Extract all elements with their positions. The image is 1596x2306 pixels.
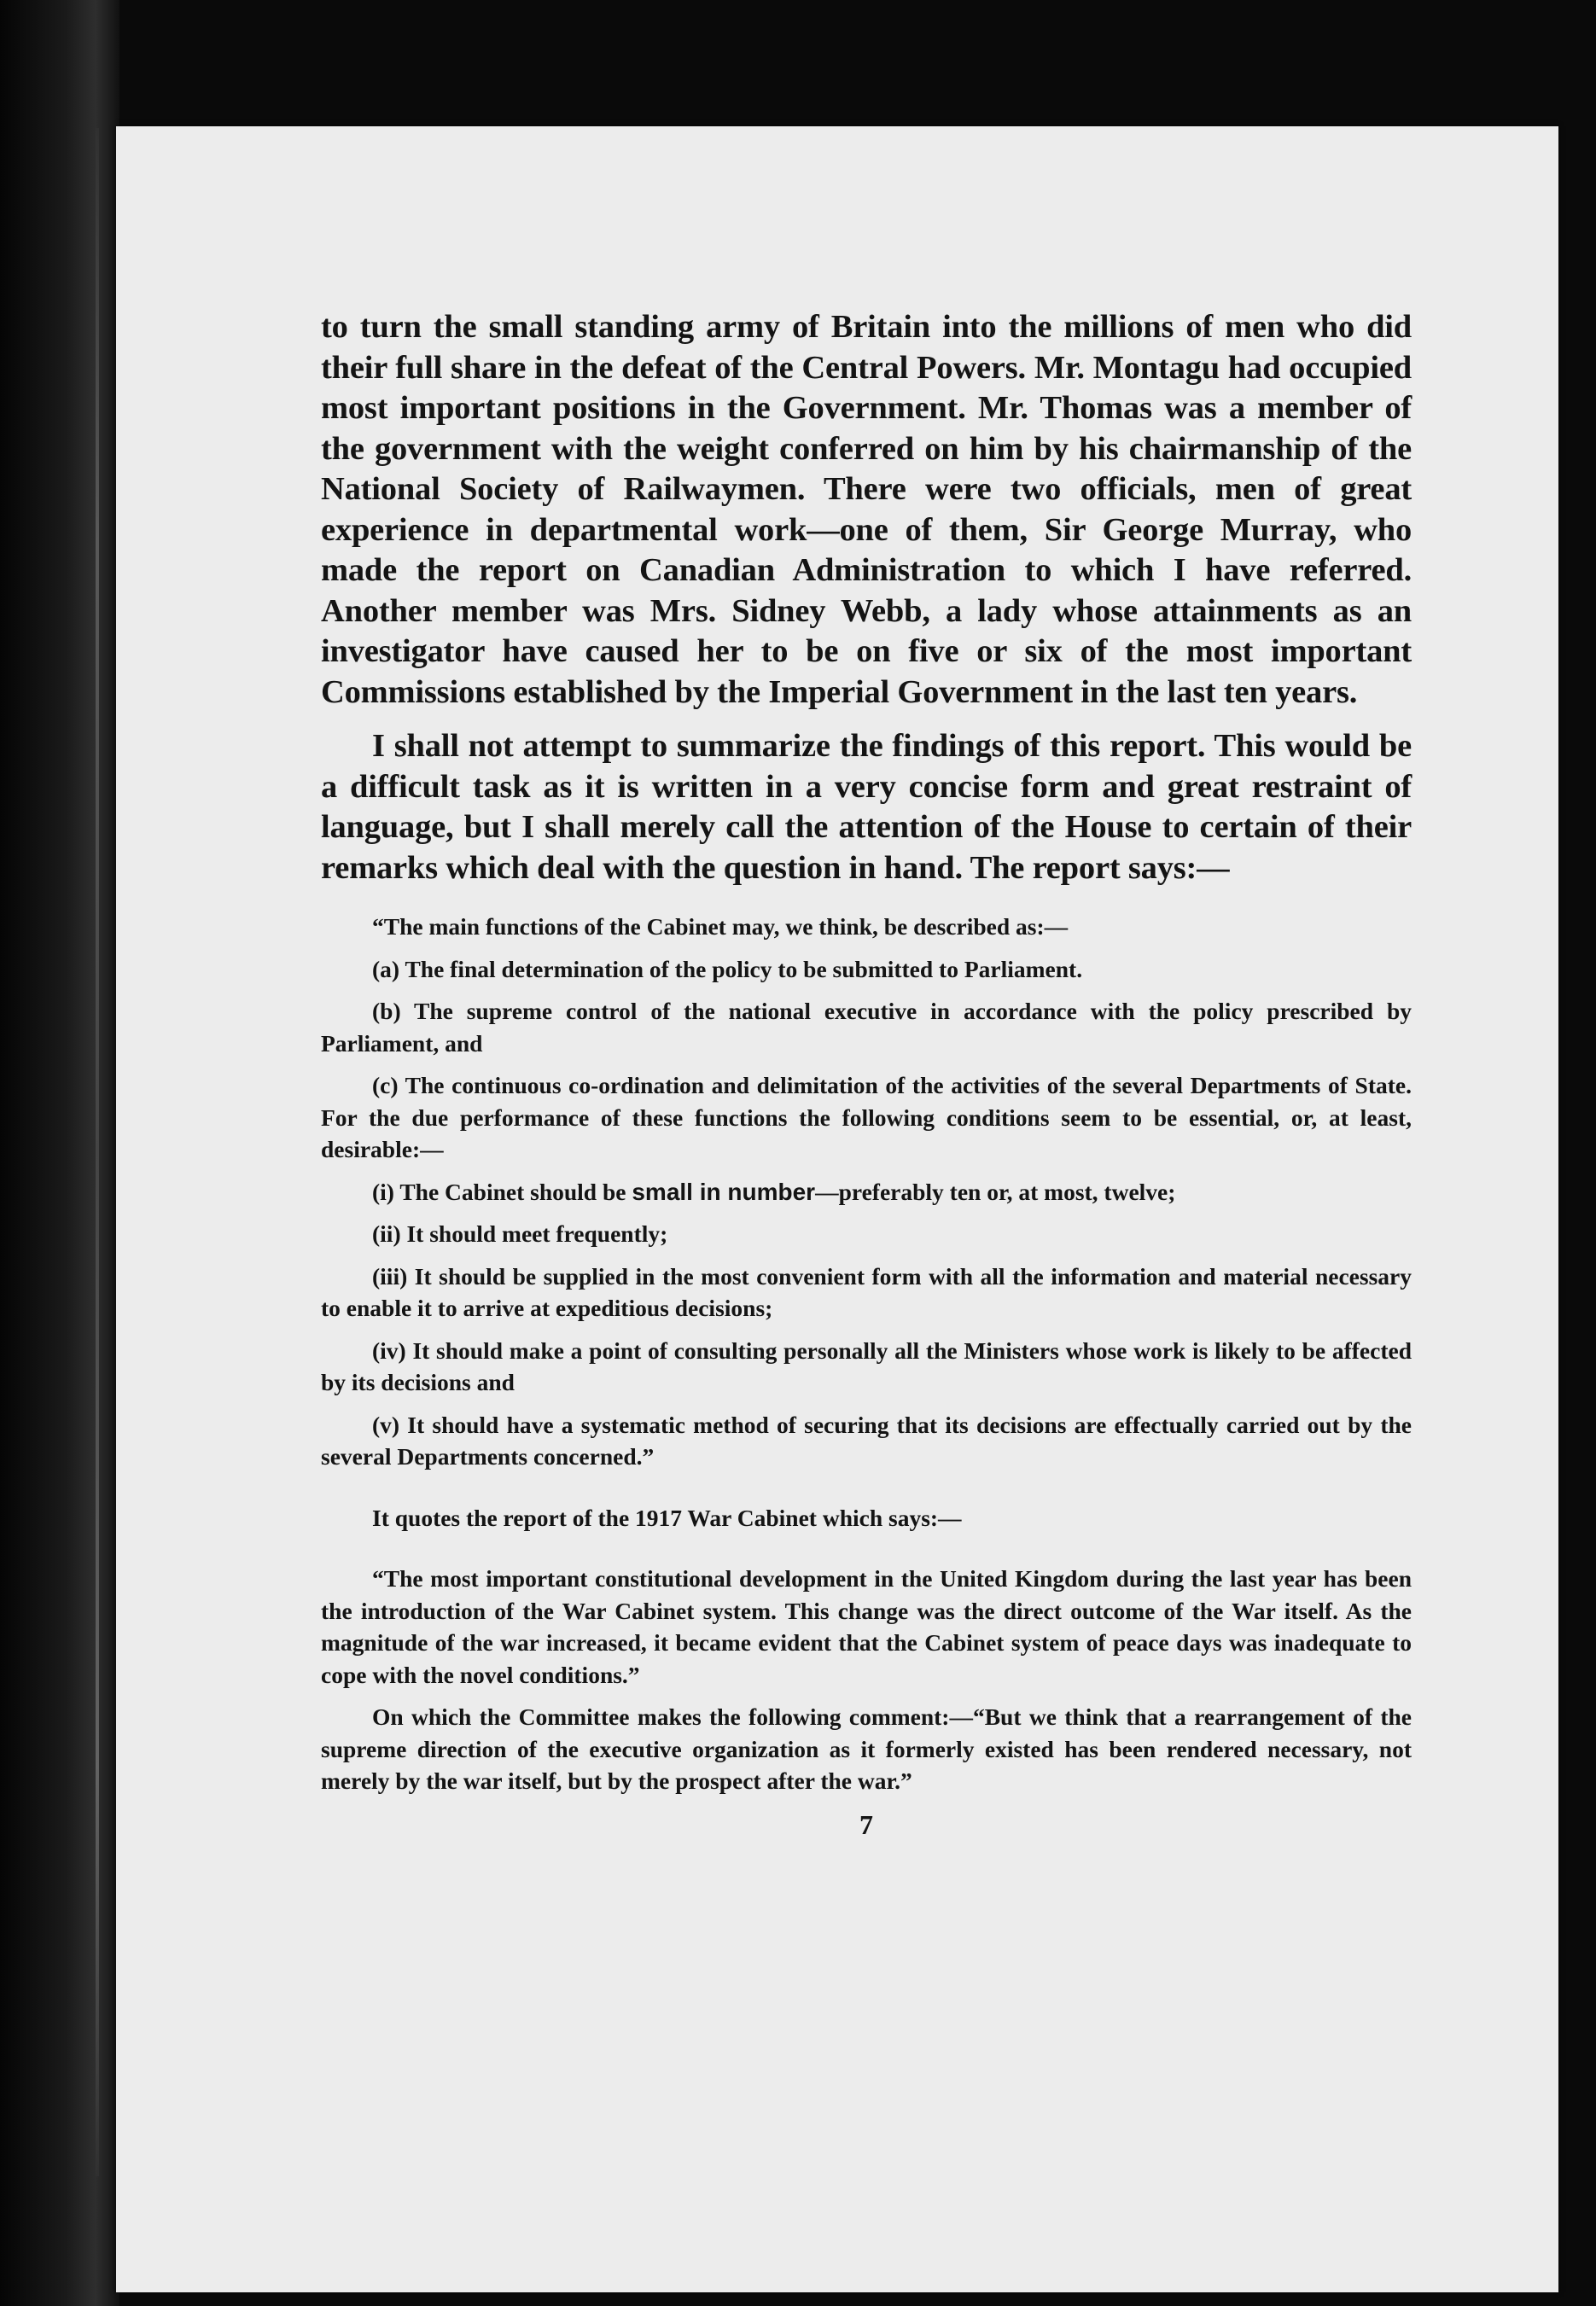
paragraph-committee-members: to turn the small standing army of Britain into the millions of men who did their full share in the defeat of the Central Powers. Mr. Montagu had occupied most important positions in the Government. Mr. Thomas was a member of the government with the weight conferred on him by his chairmanship of the National Society of Railwaymen. There were two officials, men of great experience in departmental work—one of them, Sir George Murray, who made the report on Canadian Administration to which I have referred. Another member was Mrs. Sidney Webb, a lady whose attainments as an investigator have caused her to be on five or six of the most important Commissions established by the Imperial Government in the last ten years. xyxy=(321,309,1412,710)
report-quote xyxy=(321,911,1412,1797)
quote-item-v: (v) It should have a systematic method of securing that its decisions are effectually carried out by the several Departments concerned.” xyxy=(321,1411,1412,1470)
quote-item-ii: (ii) It should meet frequently; xyxy=(372,1220,668,1247)
scan-border xyxy=(0,0,119,2306)
quote-item-iii: (iii) It should be supplied in the most convenient form with all the information and material necessary to enable it to arrive at expeditious decisions; xyxy=(321,1262,1412,1321)
committee-comment: On which the Committee makes the following comment:—“But we think that a rearrangement of the supreme direction of the executive organization as it formerly existed has been rendered necessary, not merely by the war itself, but by the prospect after the war.” xyxy=(321,1703,1412,1794)
quote-item-a: (a) The final determination of the policy to be submitted to Parliament. xyxy=(372,955,1083,982)
war-cabinet-quote: “The most important constitutional development in the United Kingdom during the last year has been the introduction of the War Cabinet system. This change was the direct outcome of the War itself. As the magnitude of the war increased, it became evident that the Cabinet system of peace days was inadequate to cope with the novel conditions.” xyxy=(321,1565,1412,1688)
quote-item-c: (c) The continuous co-ordination and delimitation of the activities of the several Departments of State. For the due performance of these functions the following conditions seem to be essential, or, at least, desirable:— xyxy=(321,1072,1412,1162)
document-page xyxy=(116,126,1558,2292)
paragraph-report-intro: I shall not attempt to summarize the findings of this report. This would be a difficult task as it is written in a very concise form and great restraint of language, but I shall merely call the attention of the House to certain of their remarks which deal with the question in hand. The report says:— xyxy=(321,728,1412,886)
quote-item-iv: (iv) It should make a point of consulting personally all the Ministers whose work is likely to be affected by its decisions and xyxy=(321,1336,1412,1395)
war-cabinet-intro: It quotes the report of the 1917 War Cabinet which says:— xyxy=(372,1504,962,1531)
quote-item-i-emphasis: small in number xyxy=(632,1178,816,1205)
quote-item-i-end: —preferably ten or, at most, twelve; xyxy=(815,1178,1176,1205)
page-text-column xyxy=(321,307,1412,1841)
quote-item-i-start: (i) The Cabinet should be xyxy=(372,1178,632,1205)
quote-intro: “The main functions of the Cabinet may, we think, be described as:— xyxy=(372,913,1069,940)
page-number: 7 xyxy=(859,1808,873,1840)
scan-streak xyxy=(96,128,99,2176)
quote-item-i xyxy=(321,1176,1412,1208)
quote-item-b: (b) The supreme control of the national executive in accordance with the policy prescribed by Parliament, and xyxy=(321,998,1412,1057)
